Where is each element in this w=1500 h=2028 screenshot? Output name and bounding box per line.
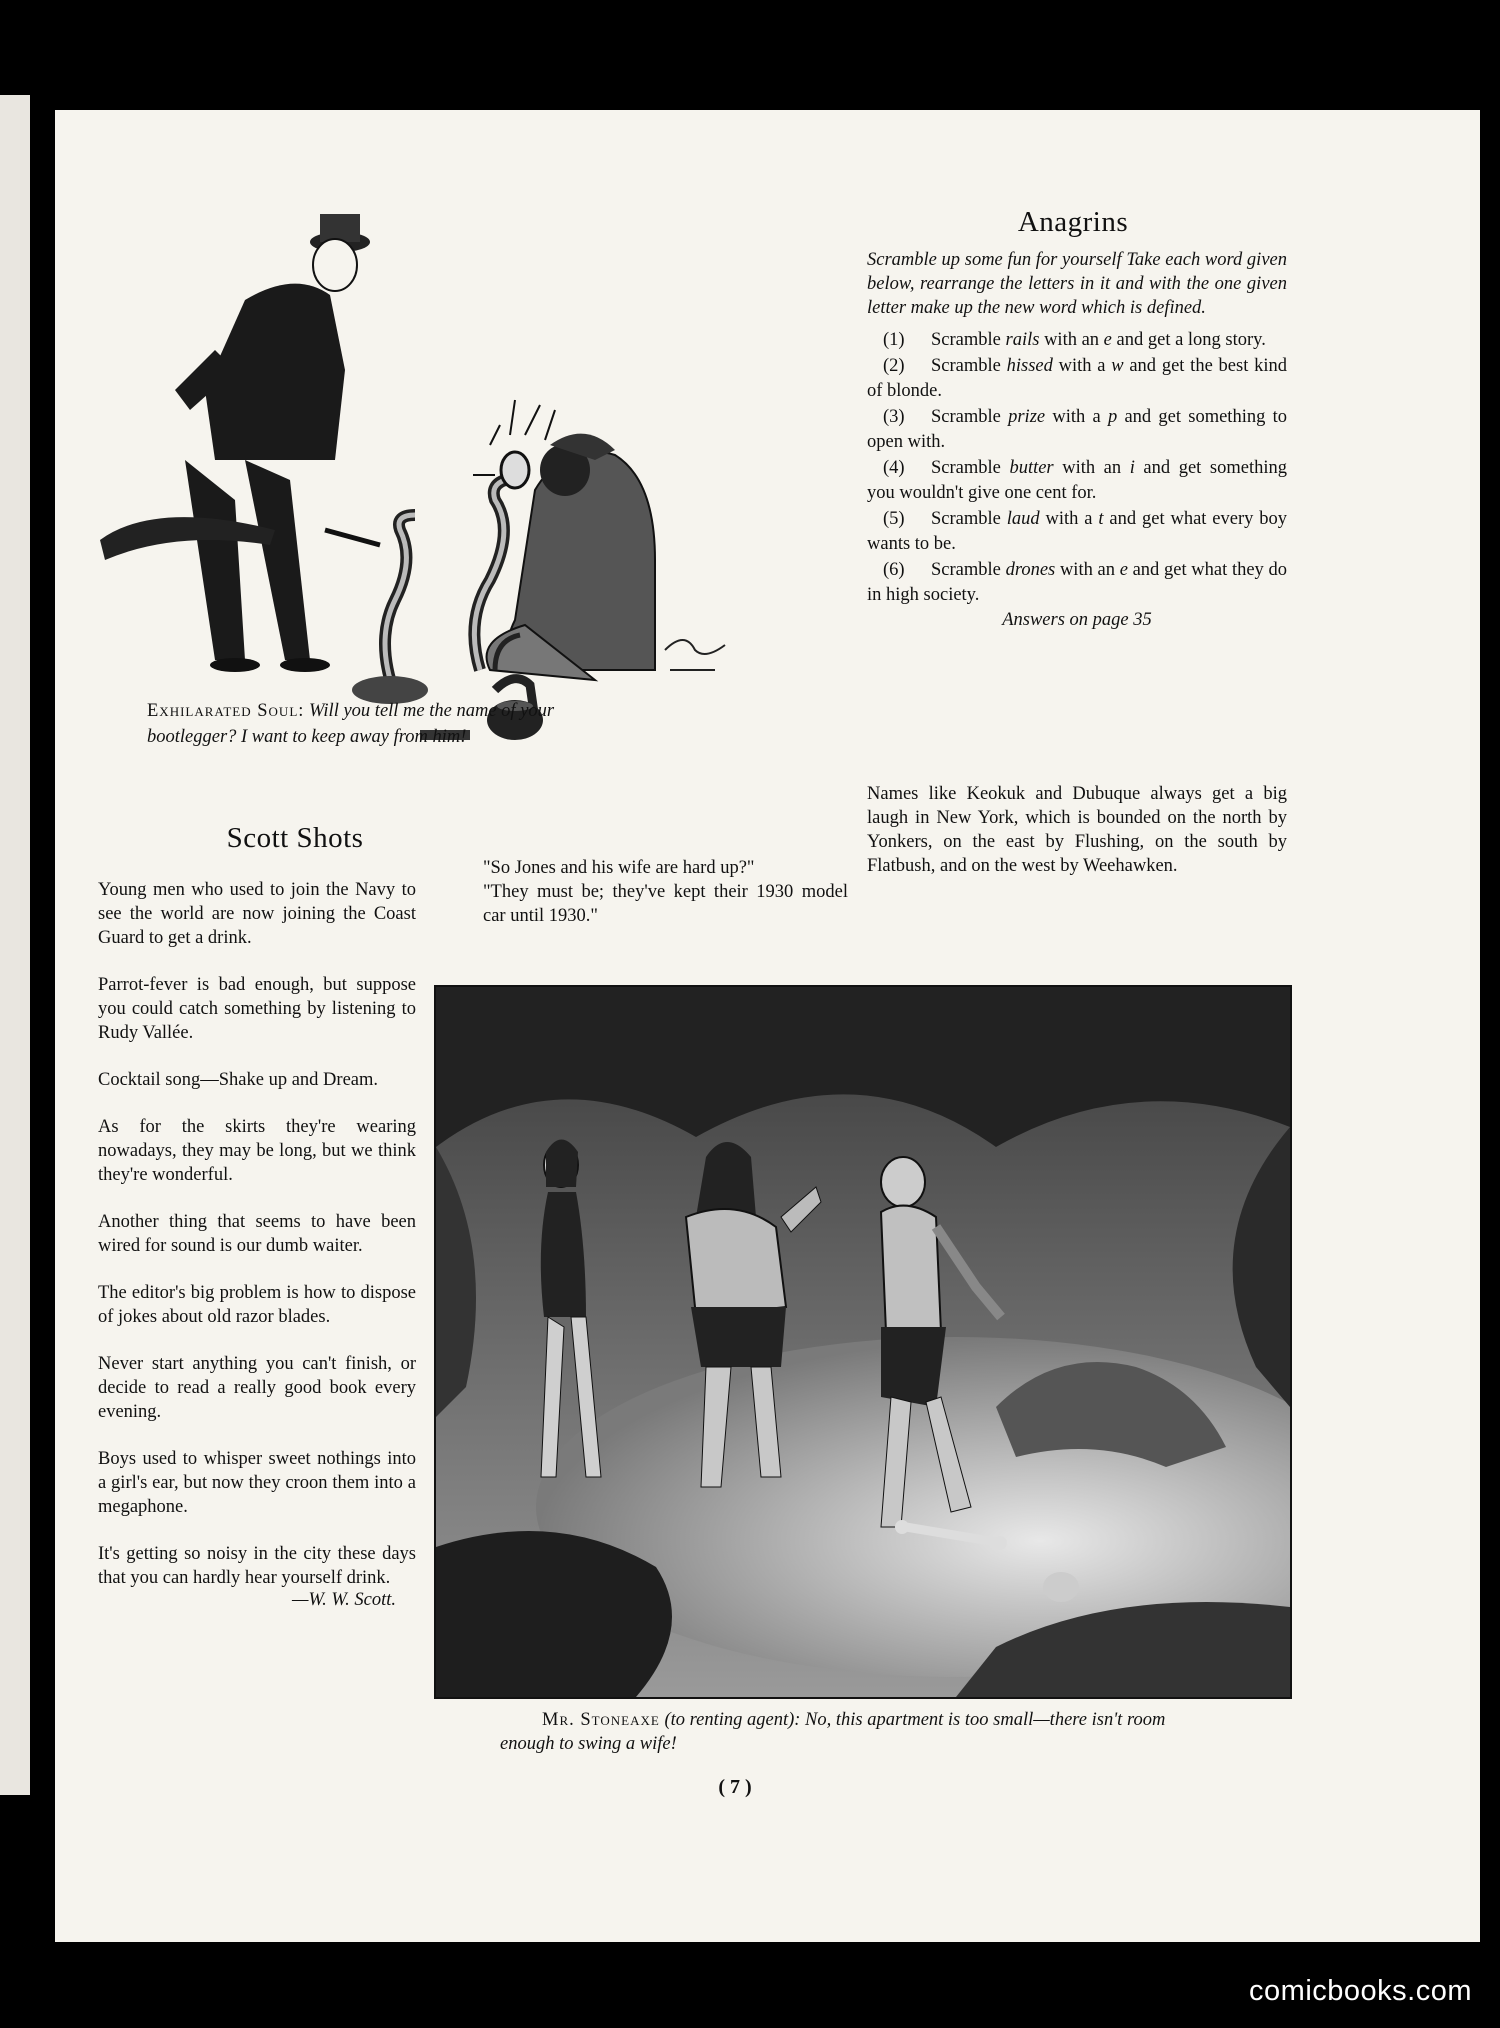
site-watermark: comicbooks.com xyxy=(1249,1975,1472,2007)
scott-shots-byline: —W. W. Scott. xyxy=(292,1590,396,1610)
scott-shot-item: As for the skirts they're wearing nowadays, they may be long, but we think they're wonderful. xyxy=(98,1117,416,1185)
anagrin-item: (6) Scramble drones with an e and get what they do in high society. xyxy=(867,560,1287,605)
scott-shot-item: The editor's big problem is how to dispose of jokes about old razor blades. xyxy=(98,1283,416,1327)
scott-shots-heading: Scott Shots xyxy=(226,822,364,854)
scott-shot-item: Young men who used to join the Navy to see the world are now joining the Coast Guard to get a drink. xyxy=(98,880,416,948)
scott-shot-item: Boys used to whisper sweet nothings into a girl's ear, but now they croon them into a megaphone. xyxy=(98,1449,416,1517)
anagrin-item: (4) Scramble butter with an i and get something you wouldn't give one cent for. xyxy=(867,458,1287,503)
anagrins-intro: Scramble up some fun for yourself Take each word given below, rearrange the letters in it and with the one given letter make up the new word which is defined. xyxy=(867,250,1287,318)
snake-charmer-illustration xyxy=(95,200,915,740)
anagrin-item: (5) Scramble laud with a t and get what every boy wants to be. xyxy=(867,509,1287,554)
anagrins-answers: Answers on page 35 xyxy=(1002,610,1152,630)
scott-shot-item: Parrot-fever is bad enough, but suppose you could catch something by listening to Rudy Vallée. xyxy=(98,975,416,1043)
snake-charmer-cartoon xyxy=(95,200,915,740)
scott-shots-column xyxy=(98,878,416,1611)
scott-shot-item: Another thing that seems to have been wired for sound is our dumb waiter. xyxy=(98,1212,416,1256)
magazine-page xyxy=(55,110,1480,1942)
scott-shot-item: Cocktail song—Shake up and Dream. xyxy=(98,1070,379,1090)
anagrin-item: (3) Scramble prize with a p and get something to open with. xyxy=(867,407,1287,452)
cartoon2-caption xyxy=(500,1708,1220,1756)
scott-shot-item: Never start anything you can't finish, or decide to read a really good book every evening. xyxy=(98,1354,416,1422)
anagrin-item: (2) Scramble hissed with a w and get the best kind of blonde. xyxy=(867,356,1287,401)
names-joke: Names like Keokuk and Dubuque always get a big laugh in New York, which is bounded on the north by Yonkers, on the east by Flushing, on the south by Flatbush, and on the west by Weehawken. xyxy=(867,784,1287,876)
scott-shot-item: It's getting so noisy in the city these days that you can hardly hear yourself drink. xyxy=(98,1544,416,1588)
jones-joke xyxy=(483,856,848,928)
jones-joke-line1: "So Jones and his wife are hard up?" xyxy=(483,858,755,878)
cave-illustration xyxy=(436,987,1290,1697)
cartoon1-caption xyxy=(147,698,567,750)
caption-speaker: Exhilarated Soul: xyxy=(147,701,305,721)
jones-joke-line2: "They must be; they've kept their 1930 model car until 1930." xyxy=(483,882,848,926)
caption-text: No, this apartment is too small—there isn't room enough to swing a wife! xyxy=(500,1710,1166,1754)
caption-speaker: Mr. Stoneaxe xyxy=(542,1710,660,1730)
cave-cartoon xyxy=(434,985,1292,1699)
page-number: ( 7 ) xyxy=(718,1776,752,1798)
anagrins-heading: Anagrins xyxy=(1017,206,1129,238)
anagrins-list xyxy=(867,328,1287,608)
anagrins-column xyxy=(867,248,1287,631)
anagrin-item: (1) Scramble rails with an e and get a long story. xyxy=(883,330,1266,350)
previous-page-edge xyxy=(0,95,30,1795)
caption-text: Will you tell me the name of your bootlegger? I want to keep away from him! xyxy=(147,701,555,747)
caption-aside: (to renting agent): xyxy=(664,1710,801,1730)
